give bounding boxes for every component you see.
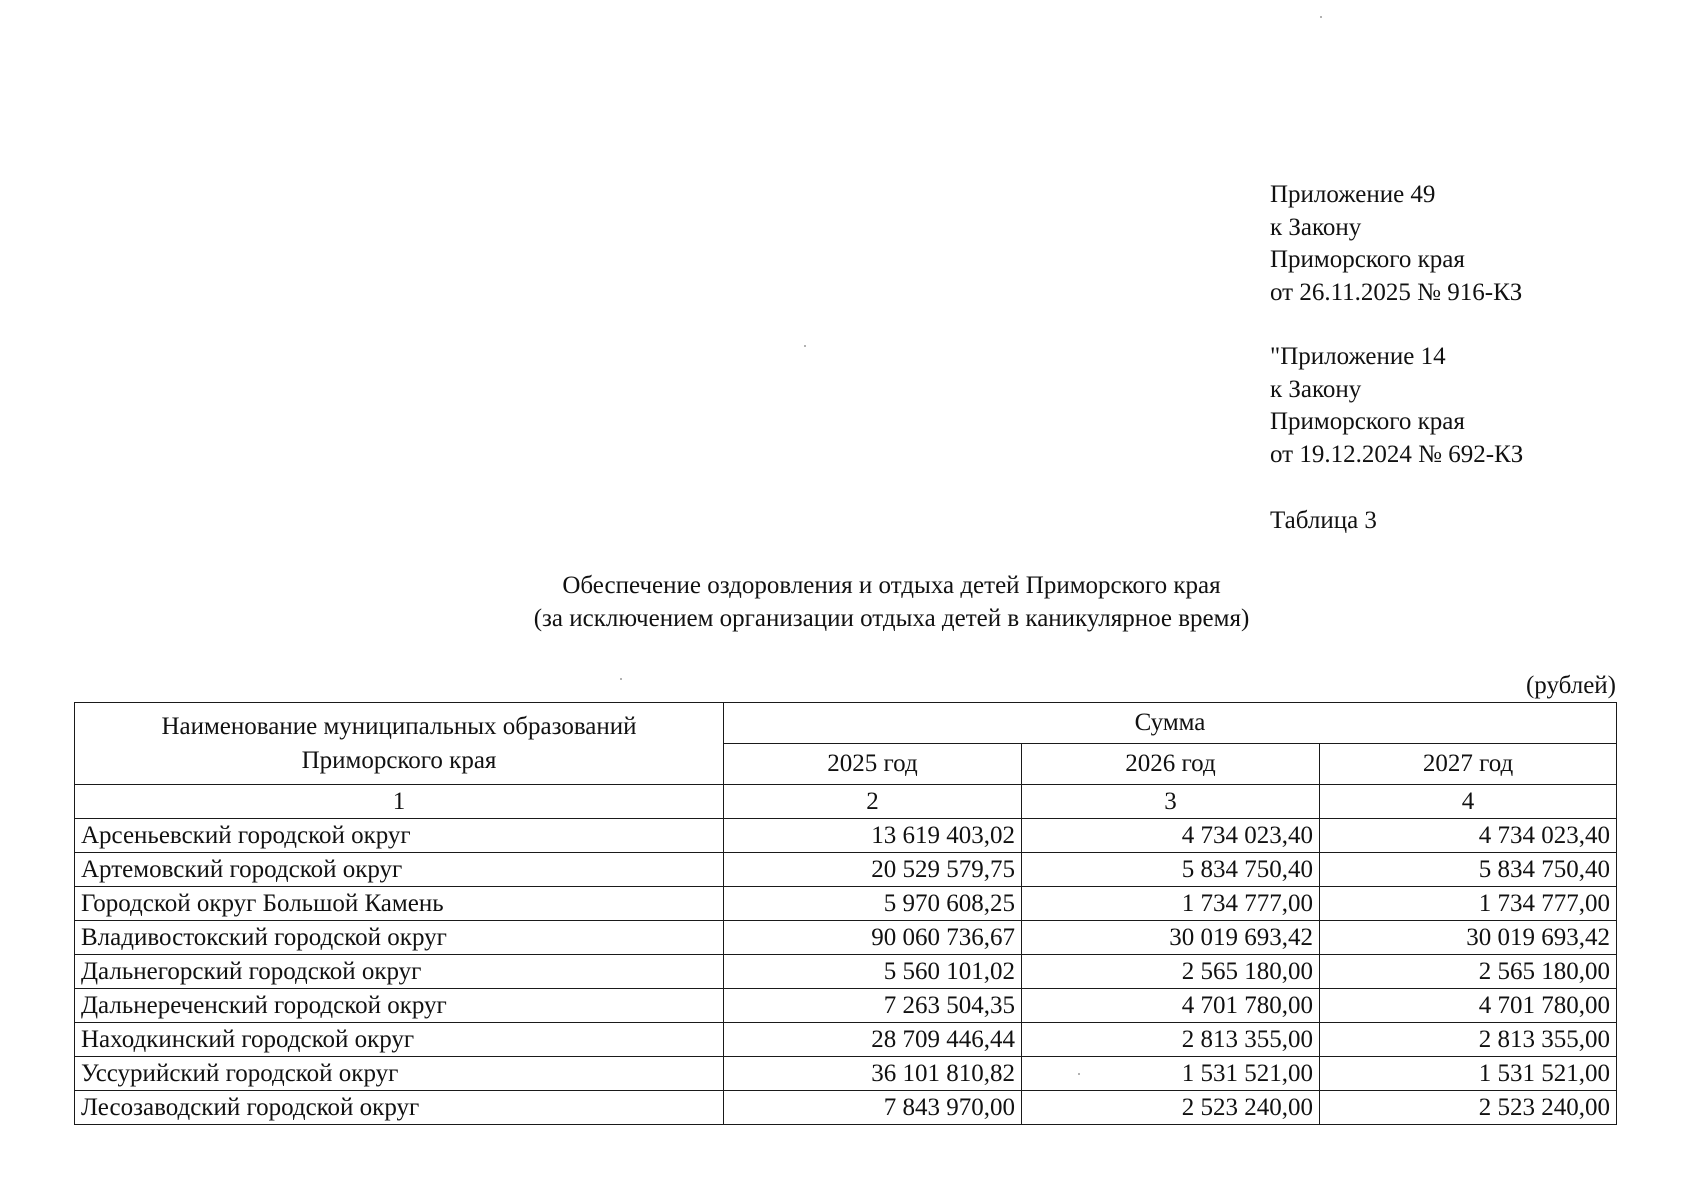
scan-speck: [1078, 1073, 1080, 1075]
year-header-2025: 2025 год: [724, 744, 1022, 785]
column-number-row: [75, 785, 1617, 819]
amount-2025-cell: 7 843 970,00: [724, 1091, 1022, 1125]
municipality-name-cell: Лесозаводский городской округ: [75, 1091, 724, 1125]
amount-2026-cell: 2 523 240,00: [1022, 1091, 1320, 1125]
amount-2025-cell: 5 560 101,02: [724, 955, 1022, 989]
scan-speck: [1320, 16, 1322, 18]
municipality-name-cell: Городской округ Большой Камень: [75, 887, 724, 921]
document-title: [0, 569, 1693, 635]
amount-2025-cell: 20 529 579,75: [724, 853, 1022, 887]
municipality-name-cell: Дальнегорский городской округ: [75, 955, 724, 989]
amount-2026-cell: 1 734 777,00: [1022, 887, 1320, 921]
header-name-line1: Наименование муниципальных образований: [161, 712, 637, 740]
amount-2027-cell: 1 734 777,00: [1320, 887, 1617, 921]
header-row: [75, 703, 1617, 744]
year-header-2026: 2026 год: [1022, 744, 1320, 785]
municipality-name-cell: Арсеньевский городской округ: [75, 819, 724, 853]
table-row: [75, 955, 1617, 989]
appendix-line: от 19.12.2024 № 692-КЗ: [1270, 440, 1524, 468]
appendix-line: к Закону: [1270, 375, 1362, 403]
appendix-line: Приложение 49: [1270, 181, 1436, 208]
amount-2025-cell: 36 101 810,82: [724, 1057, 1022, 1091]
appendix-line: от 26.11.2025 № 916-КЗ: [1270, 278, 1523, 306]
year-header-2027: 2027 год: [1320, 744, 1617, 785]
amount-2027-cell: 2 813 355,00: [1320, 1023, 1617, 1057]
column-number: 2: [724, 785, 1022, 819]
amount-2025-cell: 90 060 736,67: [724, 921, 1022, 955]
appendix-header-current: [1270, 179, 1522, 309]
amount-2026-cell: 30 019 693,42: [1022, 921, 1320, 955]
amount-2027-cell: 1 531 521,00: [1320, 1057, 1617, 1091]
amount-2027-cell: 2 565 180,00: [1320, 955, 1617, 989]
municipality-name-cell: Дальнереченский городской округ: [75, 989, 724, 1023]
amount-2026-cell: 4 734 023,40: [1022, 819, 1320, 853]
municipality-name-cell: Владивостокский городской округ: [75, 921, 724, 955]
amount-2025-cell: 5 970 608,25: [724, 887, 1022, 921]
table-row: [75, 853, 1617, 887]
table-number: Таблица 3: [1270, 507, 1377, 534]
column-number: 4: [1320, 785, 1617, 819]
amount-2026-cell: 1 531 521,00: [1022, 1057, 1320, 1091]
table-row: [75, 921, 1617, 955]
column-number: 1: [75, 785, 724, 819]
header-name-line2: Приморского края: [301, 746, 497, 774]
amount-2025-cell: 7 263 504,35: [724, 989, 1022, 1023]
scan-speck: [804, 345, 806, 347]
municipality-column-header: [75, 703, 724, 785]
amount-2027-cell: 2 523 240,00: [1320, 1091, 1617, 1125]
table-row: [75, 1023, 1617, 1057]
column-number: 3: [1022, 785, 1320, 819]
amount-2026-cell: 2 813 355,00: [1022, 1023, 1320, 1057]
table-row: [75, 1057, 1617, 1091]
amount-2026-cell: 4 701 780,00: [1022, 989, 1320, 1023]
table-row: [75, 1091, 1617, 1125]
appendix-line: "Приложение 14: [1270, 343, 1446, 370]
table-row: [75, 819, 1617, 853]
units-label: (рублей): [1525, 672, 1616, 699]
appendix-line: Приморского края: [1270, 408, 1465, 435]
title-line: (за исключением организации отдыха детей в каникулярное время): [533, 605, 1250, 632]
amount-2026-cell: 2 565 180,00: [1022, 955, 1320, 989]
amount-2026-cell: 5 834 750,40: [1022, 853, 1320, 887]
amount-2027-cell: 4 701 780,00: [1320, 989, 1617, 1023]
municipality-name-cell: Уссурийский городской округ: [75, 1057, 724, 1091]
appendix-line: к Закону: [1270, 213, 1362, 241]
sum-column-header: Сумма: [724, 703, 1617, 744]
appendix-line: Приморского края: [1270, 246, 1465, 273]
municipality-name-cell: Артемовский городской округ: [75, 853, 724, 887]
table-row: [75, 989, 1617, 1023]
appendix-header-amended: [1270, 341, 1523, 471]
amount-2027-cell: 30 019 693,42: [1320, 921, 1617, 955]
amount-2027-cell: 5 834 750,40: [1320, 853, 1617, 887]
amount-2025-cell: 13 619 403,02: [724, 819, 1022, 853]
table-row: [75, 887, 1617, 921]
municipality-name-cell: Находкинский городской округ: [75, 1023, 724, 1057]
amount-2025-cell: 28 709 446,44: [724, 1023, 1022, 1057]
scan-speck: [620, 678, 622, 680]
amount-2027-cell: 4 734 023,40: [1320, 819, 1617, 853]
budget-table: [74, 702, 1617, 1125]
title-line: Обеспечение оздоровления и отдыха детей Приморского края: [562, 572, 1221, 599]
